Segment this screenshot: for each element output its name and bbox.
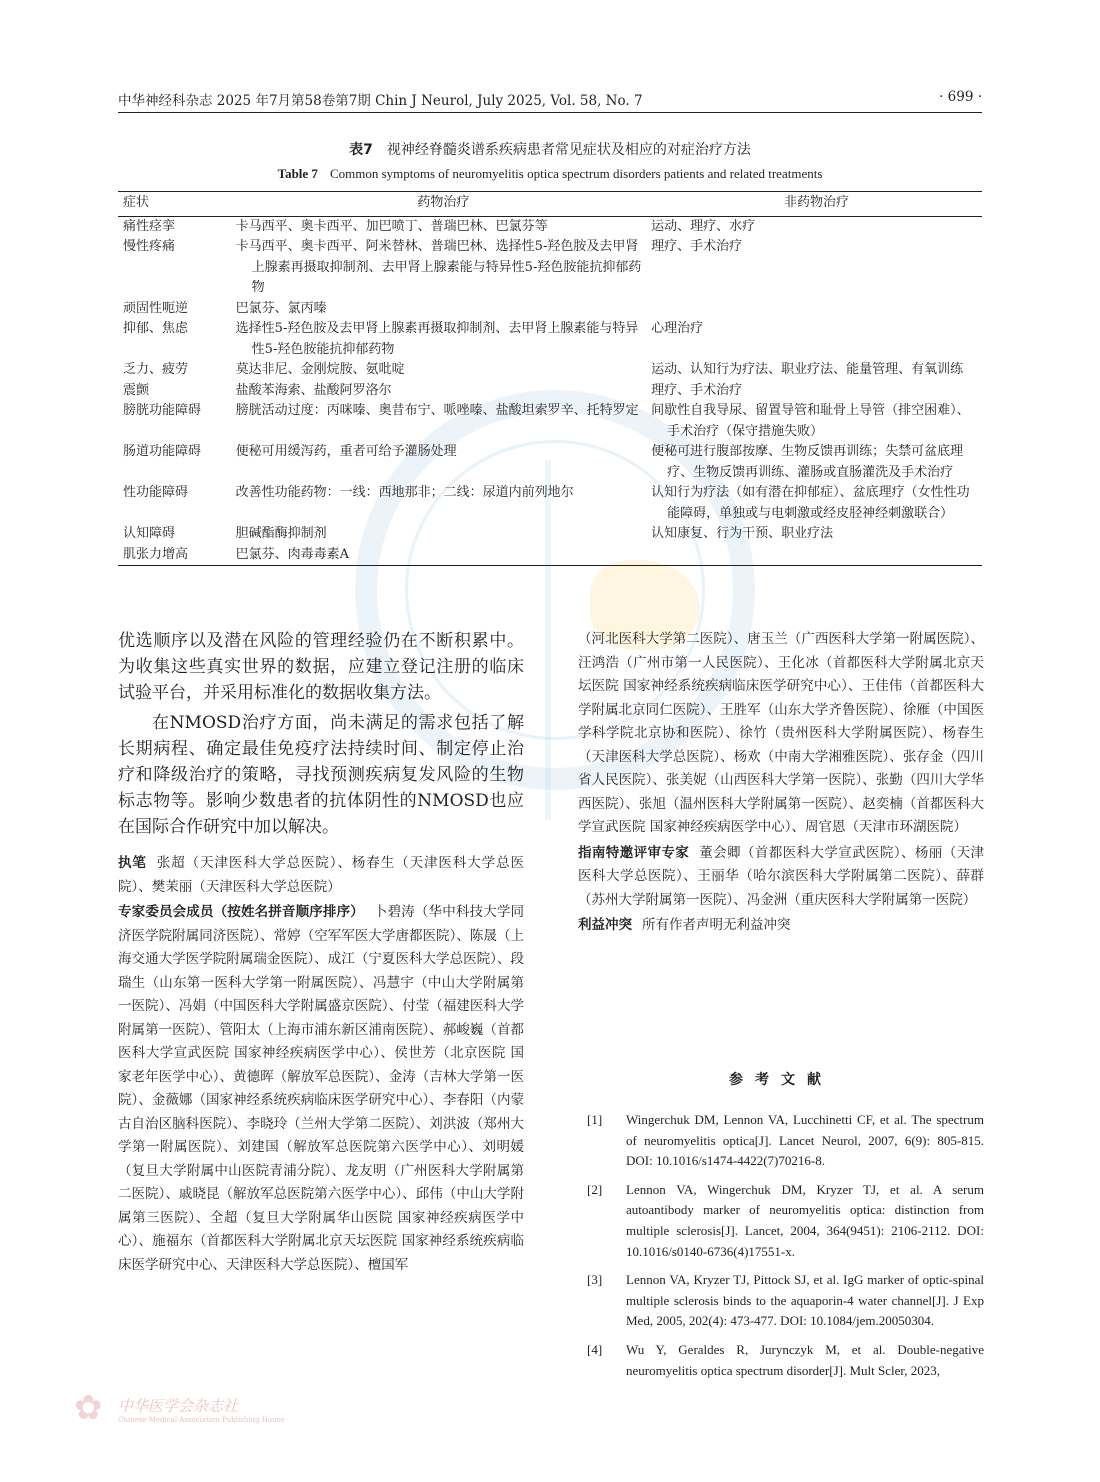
symptom-treatment-table [118,191,982,566]
cell-drug: 膀胱活动过度：丙咪嗪、奥昔布宁、哌唑嗪、盐酸坦索罗辛、托特罗定 [235,403,639,418]
table-label-cn: 表7 [349,142,373,158]
committee-continued: （河北医科大学第二医院）、唐玉兰（广西医科大学第一附属医院）、汪鸿浩（广州市第一人民医院）、王化冰（首都医科大学附属北京天坛医院 国家神经系统疾病临床医学研究中心）、王佳伟（首都医科大学附属北京同仁医院）、王胜军（山东大学齐鲁医院）、徐雁（中国医学科学院北京协和医院）、徐竹（贵州医科大学附属医院）、杨春生（天津医科大学总医院）、杨欢（中南大学湘雅医院）、张存金（四川省人民医院）、张美妮（山西医科大学第一医院）、张勤（四川大学华西医院）、张旭（温州医科大学附属第一医院）、赵奕楠（首都医科大学宣武医院 国家神经疾病医学中心）、周官恩（天津市环湖医院） [578,631,984,835]
cell-symptom: 震颤 [123,382,150,398]
table-row [118,524,982,545]
page-number: · 699 · [939,89,982,105]
cell-symptom: 乏力、疲劳 [123,362,189,377]
reference-text: Lennon VA, Kryzer TJ, Pittock SJ, et al. IgG marker of optic-spinal multiple sclerosis binds to the aquaporin-4 water channel[J]. J Exp Med, 2005, 202(4): 473-477. DOI: 10.1084/jem.20050304. [626,1272,984,1329]
coi-text: 所有作者声明无利益冲突 [642,917,791,933]
col-header-nondrug: 非药物治疗 [784,195,850,210]
reference-item [578,1270,984,1332]
reference-text: Wu Y, Geraldes R, Jurynczyk M, et al. Double-negative neuromyelitis optica spectrum disorder[J]. Mult Scler, 2023, [626,1341,984,1378]
table-row [118,216,982,237]
cell-symptom: 痛性痉挛 [123,218,176,234]
committee-text: 卜碧涛（华中科技大学同济医学院附属同济医院）、常婷（空军军医大学唐都医院）、陈晟（上海交通大学医学院附属瑞金医院）、成江（宁夏医科大学总医院）、段瑞生（山东第一医科大学第一附属医院）、冯慧宇（中山大学附属第一医院）、冯娟（中国医科大学附属盛京医院）、付莹（福建医科大学附属第一医院）、管阳太（上海市浦东新区浦南医院）、郝峻巍（首都医科大学宣武医院 国家神经疾病医学中心）、侯世芳（北京医院 国家老年医学中心）、黄德晖（解放军总医院）、金涛（吉林大学第一医院）、金薇娜（国家神经系统疾病临床医学研究中心）、李春阳（内蒙古自治区脑科医院）、李晓玲（兰州大学第二医院）、刘洪波（郑州大学第一附属医院）、刘建国（解放军总医院第六医学中心）、刘明媛（复旦大学附属中山医院青浦分院）、龙友明（广州医科大学附属第二医院）、戚晓昆（解放军总医院第六医学中心）、邱伟（中山大学附属第三医院）、全超（复旦大学附属华山医院 国家神经疾病医学中心）、施福东（首都医科大学附属北京天坛医院 国家神经系统疾病临床医学研究中心、天津医科大学总医院）、檀国军 [118,904,525,1273]
cell-drug: 改善性功能药物：一线：西地那非；二线：尿道内前列地尔 [235,485,574,500]
cell-nondrug: 便秘可进行腹部按摩、生物反馈再训练；失禁可盆底理疗、生物反馈再训练、灌肠或直肠灌洗及手术治疗 [651,444,964,480]
cell-nondrug [651,299,982,320]
committee-block [118,901,524,1277]
publisher-name-en: Chinese Medical Association Publishing House [118,1416,285,1424]
reference-list [578,1110,984,1389]
cell-drug: 选择性5-羟色胺及去甲肾上腺素再摄取抑制剂、去甲肾上腺素能与特异性5-羟色胺能抗抑郁药物 [235,321,639,357]
table-caption-cn: 视神经脊髓炎谱系疾病患者常见症状及相应的对症治疗方法 [386,142,751,158]
table-row [118,381,982,402]
table-label-en: Table 7 [277,166,318,181]
cell-nondrug: 理疗、手术治疗 [651,382,743,398]
cell-drug: 莫达非尼、金刚烷胺、氨吡啶 [235,362,405,377]
cell-symptom: 认知障碍 [123,526,176,541]
cell-symptom: 性功能障碍 [123,485,189,500]
col-header-drug: 药物治疗 [417,195,470,210]
reviewers-text: 董会卿（首都医科大学宣武医院）、杨丽（天津医科大学总医院）、王丽华（哈尔滨医科大学附属第二医院）、薛群（苏州大学附属第一医院）、冯金洲（重庆医科大学附属第一医院） [578,844,985,908]
cell-nondrug: 运动、认知行为疗法、职业疗法、能量管理、有氧训练 [651,362,964,377]
authors-label: 执笔 [118,855,147,871]
table-row [118,401,982,442]
cell-symptom: 抑郁、焦虑 [123,321,189,336]
cell-drug: 盐酸苯海索、盐酸阿罗洛尔 [235,382,392,398]
table-row [118,545,982,566]
reference-number: [1] [587,1112,603,1127]
reference-text: Wingerchuk DM, Lennon VA, Lucchinetti CF, et al. The spectrum of neuromyelitis optica[J]. Lancet Neurol, 2007, 6(9): 805-815. DOI: 10.1016/s1474-4422(7)70216-8. [626,1112,984,1169]
publisher-logo [118,1395,284,1424]
reference-number: [2] [587,1181,603,1197]
reference-item [578,1110,984,1172]
publisher-flower-icon: ✿ [74,1388,103,1428]
publisher-name-cn: 中华医学会杂志社 [118,1397,239,1415]
cell-nondrug [651,545,982,566]
cell-drug: 卡马西平、奥卡西平、加巴喷丁、普瑞巴林、巴氯芬等 [235,218,548,234]
committee-label: 专家委员会成员（按姓名拼音顺序排序） [118,904,364,920]
cell-symptom: 肌张力增高 [123,546,189,562]
table-row [118,442,982,483]
references-heading: 参考文献 [729,1072,833,1088]
running-header: 中华神经科杂志 2025 年7月第58卷第7期 Chin J Neurol, July 2025, Vol. 58, No. 7 [118,93,643,109]
cell-drug: 巴氯芬、氯丙嗪 [235,300,327,316]
reference-number: [4] [587,1341,603,1357]
cell-nondrug: 间歇性自我导尿、留置导管和耻骨上导管（排空困难）、手术治疗（保守措施失败） [651,403,970,439]
authors-text: 张超（天津医科大学总医院）、杨春生（天津医科大学总医院）、樊茉丽（天津医科大学总医院） [118,855,525,895]
cell-drug: 便秘可用缓泻药，重者可给予灌肠处理 [235,444,457,459]
table-caption-en: Common symptoms of neuromyelitis optica spectrum disorders patients and related treatments [329,166,823,181]
body-paragraph: 优选顺序以及潜在风险的管理经验仍在不断积累中。为收集这些真实世界的数据，应建立登记注册的临床试验平台，并采用标准化的数据收集方法。 [118,631,524,703]
col-header-symptom: 症状 [123,195,150,210]
cell-nondrug: 心理治疗 [651,321,704,336]
reference-item [578,1340,984,1381]
left-column [118,628,524,1277]
cell-nondrug: 理疗、手术治疗 [651,239,743,254]
coi-block [578,914,984,938]
cell-drug: 巴氯芬、肉毒毒素A [235,546,350,562]
body-paragraph-nmosd: 在NMOSD治疗方面，尚未满足的需求包括了解长期病程、确定最佳免疫疗法持续时间、制定停止治疗和降级治疗的策略，寻找预测疾病复发风险的生物标志物等。影响少数患者的抗体阴性的NMOSD也应在国际合作研究中加以解决。 [118,713,524,837]
reference-number: [3] [587,1272,603,1288]
table-row [118,299,982,320]
coi-label: 利益冲突 [578,917,632,933]
reviewers-label: 指南特邀评审专家 [578,844,690,861]
table-row [118,237,982,299]
cell-symptom: 肠道功能障碍 [123,444,202,459]
cell-nondrug: 认知康复、行为干预、职业疗法 [651,526,834,541]
cell-symptom: 顽固性呃逆 [123,300,189,316]
reference-text: Lennon VA, Wingerchuk DM, Kryzer TJ, et al. A serum autoantibody marker of neuromyelitis optica: distinction from multiple sclerosis[J]. Lancet, 2004, 364(9451): 2106-2112. DOI: 10.1016/s0140-6736(4)17551-x. [626,1181,984,1259]
cell-symptom: 膀胱功能障碍 [123,403,202,418]
cell-drug: 卡马西平、奥卡西平、阿米替林、普瑞巴林、选择性5-羟色胺及去甲肾上腺素再摄取抑制剂、去甲肾上腺素能与特异性5-羟色胺能抗抑郁药物 [235,239,642,295]
cell-nondrug: 认知行为疗法（如有潜在抑郁症）、盆底理疗（女性性功能障碍，单独或与电刺激或经皮胫神经刺激联合） [651,485,970,521]
header-rule [118,112,982,113]
reviewers-block [578,842,984,913]
table-row [118,483,982,524]
table-header-row [118,192,982,217]
cell-drug: 胆碱酯酶抑制剂 [235,526,327,541]
right-column [578,628,984,938]
table-title-cn [118,139,982,159]
table-row [118,319,982,360]
cell-nondrug: 运动、理疗、水疗 [651,218,756,234]
table-title-en [118,166,982,182]
cell-symptom: 慢性疼痛 [123,239,176,254]
authors-block [118,852,524,899]
reference-item [578,1180,984,1262]
table-row [118,360,982,381]
